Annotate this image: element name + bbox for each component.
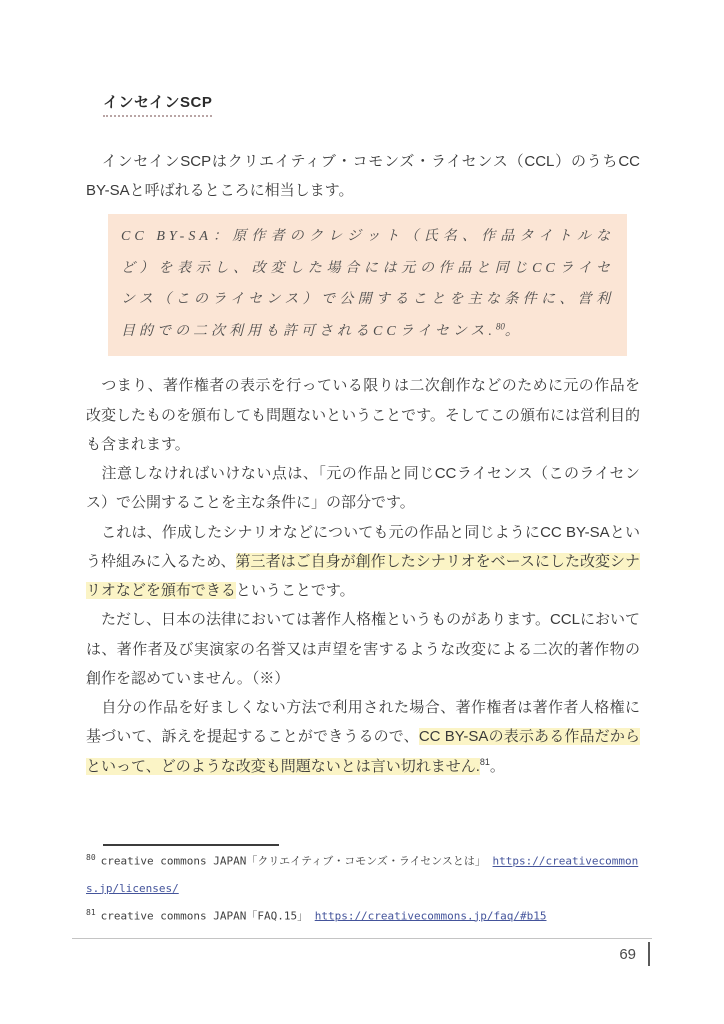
paragraph-jibun — [86, 693, 640, 781]
page-number: 69 — [619, 945, 636, 963]
paragraph-jibun-pre: 自分の作品を好ましくない方法で利用された場合、著作権者は著作者人格権に基づいて、訴えを提起することができうるので、 — [86, 699, 640, 746]
paragraph-tadashi: ただし、日本の法律においては著作人格権というものがあります。CCLにおいては、著作者及び実演家の名誉又は声望を害するような改変による二次的著作物の創作を認めていません。（※） — [86, 611, 640, 687]
footnote-80-text: creative commons JAPAN「クリエイティブ・コモンズ・ライセンスとは」 — [100, 854, 486, 868]
page-footer — [0, 938, 724, 969]
footnote-81-text: creative commons JAPAN「FAQ.15」 — [100, 909, 309, 923]
paragraph-jibun-post: 。 — [489, 757, 505, 775]
footnote-81-marker: 81 — [86, 907, 96, 917]
paragraph-chuui: 注意しなければいけない点は、「元の作品と同じCCライセンス（このライセンス）で公開することを主な条件に」の部分です。 — [86, 465, 640, 512]
highlight-moral-rights: CC BY-SAの表示ある作品だからといって、どのような改変も問題ないとは言い切れません. — [86, 728, 640, 775]
footnote-80-marker: 80 — [86, 853, 96, 862]
cc-by-sa-definition-box — [108, 214, 627, 356]
footnote-80 — [86, 848, 640, 903]
paragraph-korewa — [86, 518, 640, 606]
footnote-area — [0, 836, 724, 930]
footnote-ref-81[interactable]: 81 — [479, 756, 490, 767]
footnote-separator — [103, 844, 279, 846]
paragraph-intro: インセインSCPはクリエイティブ・コモンズ・ライセンス（CCL）のうちCC BY-SAと呼ばれるところに相当します。 — [86, 152, 640, 199]
footnote-81 — [86, 903, 640, 931]
footnote-ref-80[interactable]: 80 — [495, 321, 505, 332]
paragraph-tsumari: つまり、著作権者の表示を行っている限りは二次創作などのために元の作品を改変したものを頒布しても問題ないということです。そしてこの頒布には営利目的も含まれます。 — [86, 377, 640, 453]
page-number-divider — [648, 942, 650, 966]
footer-row — [72, 939, 652, 969]
paragraph-korewa-post: ということです。 — [235, 582, 355, 599]
footnote-80-link[interactable]: https://creativecommons.jp/licenses/ — [86, 854, 639, 895]
highlight-derivative-scenario: 第三者はご自身が創作したシナリオをベースにした改変シナリオなどを頒布できる — [86, 552, 640, 599]
cc-box-text: CC BY-SA：原作者のクレジット（氏名、作品タイトルなど）を表示し、改変した場合には元の作品と同じCCライセンス（このライセンス）で公開することを主な条件に、営利目的での二次利用も許可されるCCライセンス. — [121, 229, 614, 339]
cc-box-tail: 。 — [504, 323, 523, 339]
footnote-81-link[interactable]: https://creativecommons.jp/faq/#b15 — [314, 909, 547, 923]
page-title: インセインSCP — [103, 94, 212, 117]
paragraph-korewa-pre: これは、作成したシナリオなどについても元の作品と同じようにCC BY-SAという枠組みに入るため、 — [86, 523, 640, 570]
